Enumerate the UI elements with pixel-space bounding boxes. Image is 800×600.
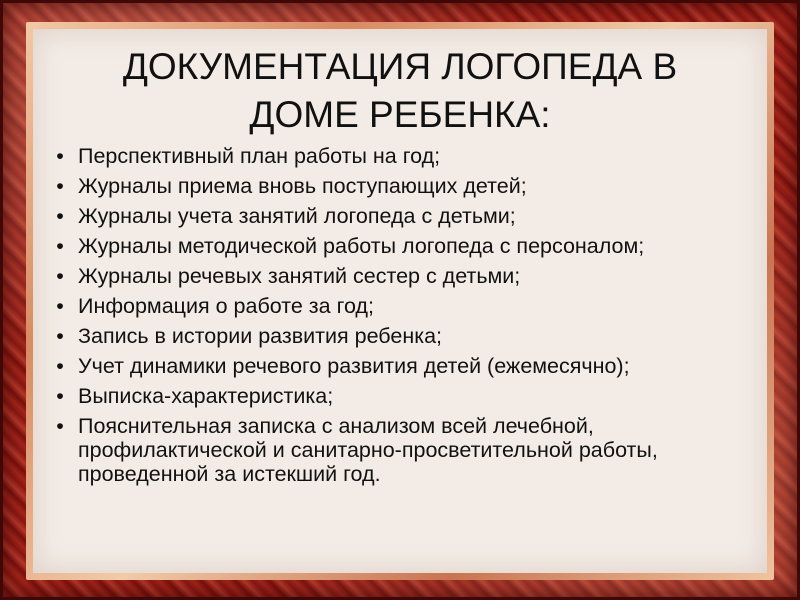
list-item-text: Журналы учета занятий логопеда с детьми; <box>78 204 516 228</box>
list-item-text: Журналы приема вновь поступающих детей; <box>78 174 527 198</box>
list-item <box>51 144 759 168</box>
list-item-text: Журналы методической работы логопеда с персоналом; <box>78 234 645 258</box>
bullet-icon: • <box>56 354 64 378</box>
bullet-icon: • <box>56 414 64 438</box>
document-list <box>51 144 759 492</box>
content-panel <box>33 29 767 573</box>
bullet-icon: • <box>56 324 64 348</box>
list-item-text: Запись в истории развития ребенка; <box>78 324 443 348</box>
bullet-icon: • <box>56 234 64 258</box>
list-item-text: Выписка-характеристика; <box>78 384 334 408</box>
bullet-icon: • <box>56 204 64 228</box>
slide-title <box>33 43 767 139</box>
list-item <box>51 324 759 348</box>
list-item <box>51 234 759 258</box>
list-item <box>51 384 759 408</box>
list-item <box>51 414 759 486</box>
list-item-text: Пояснительная записка с анализом всей лечебной, профилактической и санитарно-просветительной работы, проведенной за истекший год. <box>78 414 658 486</box>
list-item-text: Информация о работе за год; <box>78 294 374 318</box>
title-line-1: ДОКУМЕНТАЦИЯ ЛОГОПЕДА В <box>122 46 678 87</box>
title-line-2: ДОМЕ РЕБЕНКА: <box>249 94 551 135</box>
list-item <box>51 354 759 378</box>
list-item-text: Журналы речевых занятий сестер с детьми; <box>78 264 521 288</box>
bullet-icon: • <box>56 294 64 318</box>
list-item-text: Учет динамики речевого развития детей (ежемесячно); <box>78 354 630 378</box>
bullet-icon: • <box>56 144 64 168</box>
bullet-icon: • <box>56 174 64 198</box>
list-item <box>51 204 759 228</box>
list-item-text: Перспективный план работы на год; <box>78 144 441 168</box>
list-item <box>51 294 759 318</box>
bullet-icon: • <box>56 384 64 408</box>
list-item <box>51 264 759 288</box>
list-item <box>51 174 759 198</box>
bullet-icon: • <box>56 264 64 288</box>
